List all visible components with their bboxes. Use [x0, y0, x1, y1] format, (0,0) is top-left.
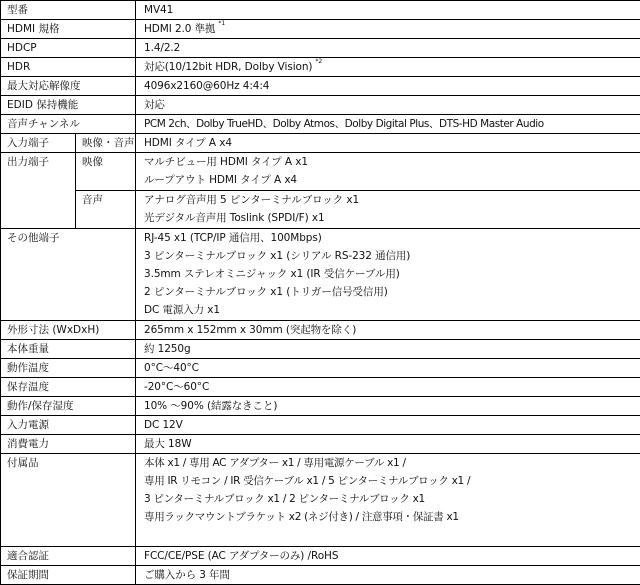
- spec-value: 10% ～90% (結露なきこと): [136, 397, 640, 416]
- spec-line: 専用 IR リモコン / IR 受信ケーブル x1 / 5 ピンターミナルブロック x1 /: [144, 472, 640, 490]
- spec-line: 専用ラックマウントブラケット x2 (ネジ付き) / 注意事項・保証書 x1: [144, 508, 640, 526]
- spec-value: 4096x2160@60Hz 4:4:4: [136, 77, 640, 96]
- spec-line: 2 ピンターミナルブロック x1 (トリガー信号受信用): [144, 283, 640, 301]
- footnote-mark: *1: [218, 20, 225, 27]
- spec-line: マルチビュー用 HDMI タイプ A x1: [144, 153, 640, 171]
- spec-row-power-input: [1, 416, 640, 435]
- spec-line: アナログ音声用 5 ピンターミナルブロック x1: [144, 191, 640, 209]
- spec-label: 入力電源: [1, 416, 136, 435]
- spec-sublabel: 音声: [76, 191, 136, 229]
- footnote-mark: *2: [315, 58, 322, 65]
- spec-row-humidity: [1, 397, 640, 416]
- spec-label: 適合認証: [1, 547, 136, 566]
- spec-row-hdr: [1, 58, 640, 77]
- spec-value: PCM 2ch、Dolby TrueHD、Dolby Atmos、Dolby Digital Plus、DTS-HD Master Audio: [136, 115, 640, 134]
- spec-sublabel: 映像: [76, 153, 136, 191]
- spec-row-resolution: [1, 77, 640, 96]
- spec-row-accessories: [1, 454, 640, 547]
- spec-label: 最大対応解像度: [1, 77, 136, 96]
- spec-value: 最大 18W: [136, 435, 640, 454]
- spec-row-audio-channels: [1, 115, 640, 134]
- spec-label: 動作/保存湿度: [1, 397, 136, 416]
- spec-label: 出力端子: [1, 153, 76, 229]
- spec-row-output-video: [1, 153, 640, 191]
- spec-label: 保証期間: [1, 566, 136, 585]
- spec-row-certification: [1, 547, 640, 566]
- spec-label: HDR: [1, 58, 136, 77]
- spec-value: 0°C～40°C: [136, 359, 640, 378]
- spec-label: 外形寸法 (WxDxH): [1, 321, 136, 340]
- spec-label: 型番: [1, 1, 136, 20]
- spec-value: 約 1250g: [136, 340, 640, 359]
- spec-label: 入力端子: [1, 134, 76, 153]
- spec-row-hdmi: [1, 20, 640, 39]
- spec-value: ご購入から 3 年間: [136, 566, 640, 585]
- spec-row-model: [1, 1, 640, 20]
- spec-value: FCC/CE/PSE (AC アダプターのみ) /RoHS: [136, 547, 640, 566]
- spec-row-power-consumption: [1, 435, 640, 454]
- spec-line: DC 電源入力 x1: [144, 301, 640, 319]
- spec-label: 保存温度: [1, 378, 136, 397]
- spec-row-weight: [1, 340, 640, 359]
- spec-row-hdcp: [1, 39, 640, 58]
- spec-line: 3.5mm ステレオミニジャック x1 (IR 受信ケーブル用): [144, 265, 640, 283]
- spec-line: 3 ピンターミナルブロック x1 (シリアル RS-232 通信用): [144, 247, 640, 265]
- spec-label: 付属品: [1, 454, 136, 547]
- spec-value: 1.4/2.2: [136, 39, 640, 58]
- spec-value: 265mm x 152mm x 30mm (突起物を除く): [136, 321, 640, 340]
- spec-row-input-port: [1, 134, 640, 153]
- spec-sublabel: 映像・音声: [76, 134, 136, 153]
- spec-label: 動作温度: [1, 359, 136, 378]
- spec-line: 光デジタル音声用 Toslink (SPDI/F) x1: [144, 209, 640, 227]
- spec-row-operating-temp: [1, 359, 640, 378]
- spec-line: 3 ピンターミナルブロック x1 / 2 ピンターミナルブロック x1: [144, 490, 640, 508]
- spec-label: その他端子: [1, 229, 136, 321]
- spec-label: 本体重量: [1, 340, 136, 359]
- spec-value: 対応(10/12bit HDR, Dolby Vision): [144, 61, 312, 73]
- spec-row-warranty: [1, 566, 640, 585]
- spec-row-output-audio: [1, 191, 640, 229]
- spec-value: HDMI タイプ A x4: [136, 134, 640, 153]
- spec-value: HDMI 2.0 準拠: [144, 23, 215, 35]
- spec-row-other-ports: [1, 229, 640, 321]
- spec-row-dimensions: [1, 321, 640, 340]
- spec-row-edid: [1, 96, 640, 115]
- spec-value: 対応: [136, 96, 640, 115]
- spec-line: 本体 x1 / 専用 AC アダプター x1 / 専用電源ケーブル x1 /: [144, 454, 640, 472]
- spec-label: 音声チャンネル: [1, 115, 136, 134]
- spec-label: EDID 保持機能: [1, 96, 136, 115]
- spec-label: HDCP: [1, 39, 136, 58]
- spec-label: 消費電力: [1, 435, 136, 454]
- spec-line: RJ-45 x1 (TCP/IP 通信用、100Mbps): [144, 229, 640, 247]
- spec-label: HDMI 規格: [1, 20, 136, 39]
- spec-value: -20°C～60°C: [136, 378, 640, 397]
- spec-value: DC 12V: [136, 416, 640, 435]
- spec-value: MV41: [136, 1, 640, 20]
- spec-line: ループアウト HDMI タイプ A x4: [144, 171, 640, 189]
- spec-row-storage-temp: [1, 378, 640, 397]
